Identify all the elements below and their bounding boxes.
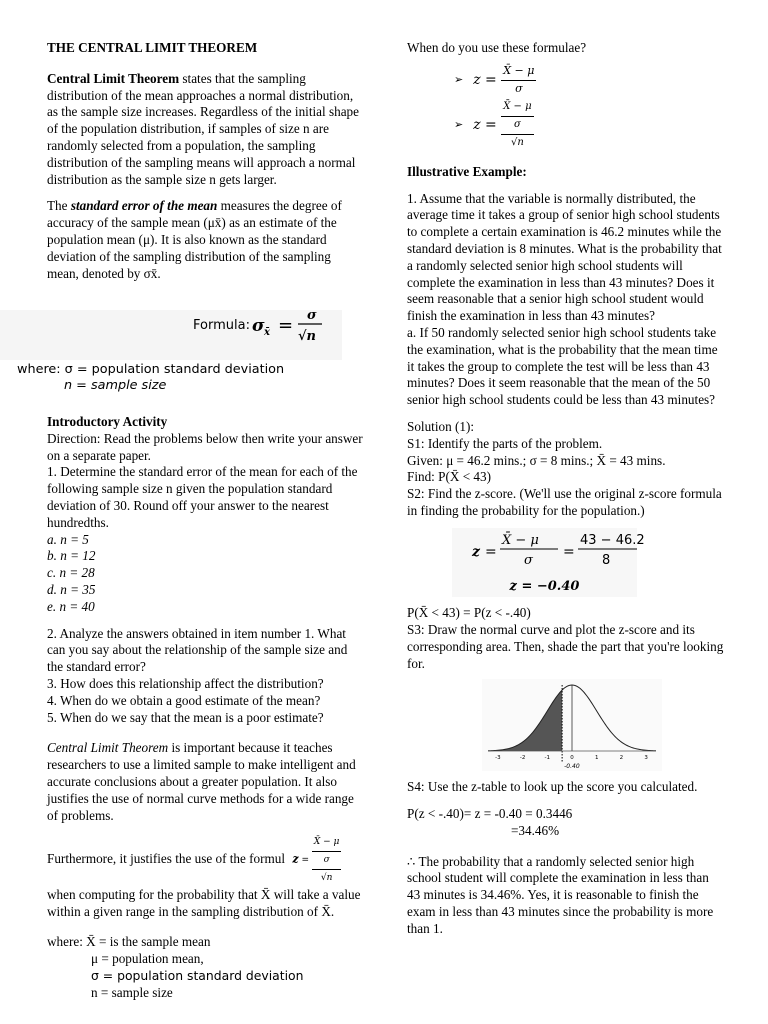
percent-result: =34.46% <box>511 822 560 838</box>
formula-label: Formula: <box>193 318 250 333</box>
where2-sigma: σ = population standard deviation <box>91 967 304 983</box>
further-text: Furthermore, it justifies the use of the formul z = X̄ − μ σ √n <box>47 834 365 886</box>
where2-title: where: X̄ = is the sample mean <box>47 934 211 950</box>
sample-size-c: c. n = 28 <box>47 565 95 581</box>
right-column <box>407 40 725 938</box>
svg-text:√n: √n <box>298 329 316 344</box>
z-marker-label: -0.40 <box>564 762 580 770</box>
activity-title: Introductory Activity <box>47 414 168 429</box>
svg-text:=: = <box>563 543 575 560</box>
svg-text:σ: σ <box>524 552 533 568</box>
x-tick-label: 2 <box>619 754 624 761</box>
arrow-bullet-icon: ➢ <box>454 73 464 86</box>
sample-z-formula: X̄ − μ σ √n <box>503 101 532 148</box>
sample-size-d: d. n = 35 <box>47 581 96 597</box>
normal-curve-svg <box>482 679 662 771</box>
question-5: 5. When do we say that the mean is a poor estimate? <box>47 709 324 725</box>
given-values: Given: μ = 46.2 mins.; σ = 8 mins.; X̄ = 43 mins. <box>407 452 666 468</box>
z-computation <box>452 528 645 598</box>
population-z-formula: $\frac{X̄ - \mu}{\sigma}$ <box>503 63 535 95</box>
example-problem: 1. Assume that the variable is normally distributed, the average time it takes a group of senior high school students to complete a certain examination is 46.2 minutes while the standard deviation is 8 minutes. What is the probability that a randomly selected senior high school students will complete the examination in less than 43 minutes? Does it seem reasonable that a senior high school student would finish the examination in less than 43 minutes? <box>407 190 722 324</box>
step-2: S2: Find the z-score. (We'll use the original z-score formula in finding the probability for the population.) <box>407 486 722 518</box>
page-title: THE CENTRAL LIMIT THEOREM <box>47 40 258 55</box>
formula-bullet-1: ➢ z = $\frac{X̄ - \mu}{\sigma}$ <box>454 63 725 98</box>
example-problem-a: a. If 50 randomly selected senior high school students take the examination, what is the probability that the mean time it takes the group to complete the test will be less than 43 minutes? Does it seem reasonable that the mean of the 50 senior high school students could be less than 43 minutes? <box>407 324 718 408</box>
svg-text:σ: σ <box>307 308 317 323</box>
probability-equation: P(X̄ < 43) = P(z < -.40) <box>407 605 531 621</box>
activity-item-1: 1. Determine the standard error of the mean for each of the following sample size n given the population standard deviation of 30. Round off your answer to the nearest hundredths. <box>47 464 358 530</box>
x-tick-label: 1 <box>594 754 599 761</box>
solution-title: Solution (1): <box>407 418 475 434</box>
svg-text:8: 8 <box>602 552 611 568</box>
formula-legend: where: σ = population standard deviation n = sample size <box>17 362 285 393</box>
clt-definition: Central Limit Theorem states that the sampling distribution of the mean approaches a normal distribution, as the sample size increases. Regardless of the initial shape of the population distribution, if samples of size n are randomly selected from a population, the sampling distribution of the sampling means will approach a normal distribution as the sample size n gets larger. <box>47 70 359 187</box>
z-result: z = −0.40 <box>509 578 580 594</box>
example-title: Illustrative Example: <box>407 163 527 179</box>
svg-text:43 − 46.2: 43 − 46.2 <box>580 532 645 548</box>
z-computation-formula <box>452 530 645 578</box>
svg-text:X̄ − μ: X̄ − μ <box>502 532 539 548</box>
where2-n: n = sample size <box>91 984 173 1000</box>
svg-text:z: z <box>472 543 480 560</box>
sample-size-a: a. n = 5 <box>47 531 89 547</box>
normal-curve-chart <box>482 679 725 776</box>
step-3: S3: Draw the normal curve and plot the z-score and its corresponding area. Then, shade the part that you're looking for. <box>407 622 724 671</box>
svg-text:x̄: x̄ <box>264 327 270 338</box>
x-tick-label: -1 <box>544 754 551 761</box>
conclusion: ∴ The probability that a randomly selected senior high school student will complete the examination in less than 43 minutes is 34.46%. Yes, it is reasonable to finish the exam in less than 43 minutes since the probability is more than 1. <box>407 853 714 936</box>
question-3: 3. How does this relationship affect the distribution? <box>47 675 324 691</box>
activity-direction: Direction: Read the problems below then write your answer on a separate paper. <box>47 430 363 463</box>
standard-error-formula <box>250 305 340 345</box>
x-tick-label: 3 <box>644 754 648 761</box>
sampling-z-formula-inline: z = X̄ − μ σ √n <box>292 834 341 886</box>
svg-text:=: = <box>278 315 294 336</box>
formula-bullet-2: ➢ z = X̄ − μ σ √n <box>454 99 725 151</box>
when-question: When do you use these formulae? <box>407 40 587 55</box>
arrow-bullet-icon: ➢ <box>454 119 464 132</box>
sample-size-e: e. n = 40 <box>47 598 95 614</box>
table-result: P(z < -.40)= z = -0.40 = 0.3446 <box>407 806 573 822</box>
left-column-lower <box>47 414 365 1002</box>
x-tick-label: -2 <box>519 754 526 761</box>
sample-size-b: b. n = 12 <box>47 548 96 564</box>
clt-importance: Central Limit Theorem is important because it teaches researchers to use a limited sample to make intelligent and accurate conclusions about a greater population. It also justifies the use of normal curve methods for a wide range of problems. <box>47 740 356 823</box>
left-column <box>47 40 365 282</box>
step-1: S1: Identify the parts of the problem. <box>407 435 603 451</box>
find-statement: Find: P(X̄ < 43) <box>407 469 492 485</box>
where2-mu: μ = population mean, <box>91 951 204 967</box>
step-4: S4: Use the z-table to look up the score you calculated. <box>407 779 698 795</box>
question-2: 2. Analyze the answers obtained in item number 1. What can you say about the relationship of the sample size and the standard error? <box>47 625 348 675</box>
x-tick-label: -3 <box>495 754 501 761</box>
question-4: 4. When do we obtain a good estimate of the mean? <box>47 692 321 708</box>
further-text-2: when computing for the probability that X̄ will take a value within a given range in the sampling distribution of X̄. <box>47 886 361 919</box>
standard-error-definition: The standard error of the mean measures the degree of accuracy of the sample mean (μx̄) as an estimate of the population mean (μ). It is also known as the standard deviation of the sampling distribution of the sampling mean, denoted by σx̄. <box>47 198 342 281</box>
svg-text:σ: σ <box>252 316 265 336</box>
x-tick-label: 0 <box>570 754 574 761</box>
svg-text:=: = <box>485 543 497 560</box>
